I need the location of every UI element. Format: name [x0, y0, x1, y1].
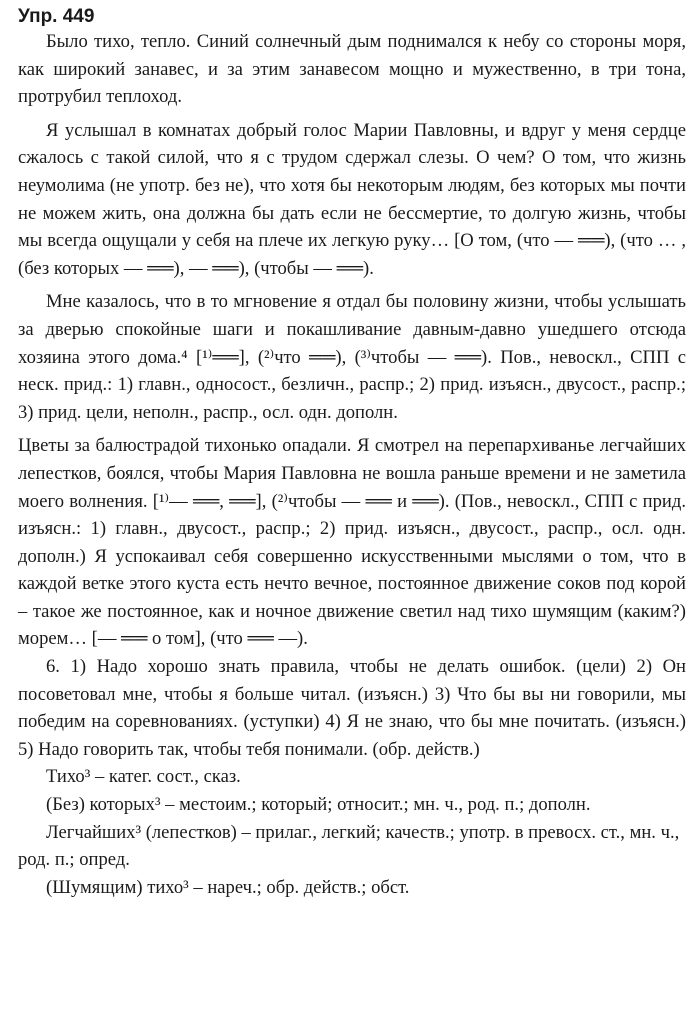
- definition-3: Легчайших³ (лепестков) – прилаг., легкий; качеств.; употр. в превосх. ст., мн. ч., род. п.; опред.: [18, 821, 680, 871]
- paragraph-4: Цветы за балюстрадой тихонько опадали. Я смотрел на перепархиванье легчайших лепестков, боялся, чтобы Мария Павловна не вошла раньше времени и не заметила моего волнения. [¹⁾— ══, ══], (²⁾чтобы — ══ и ══). (Пов., невоскл., СПП с прид. изъясн.: 1) главн., двусост., распр.; 2) прид. изъясн., двусост., распр., осл. одн. дополн.) Я успокаивал себя совершенно искусственными мыслями о том, что в каждой ветке этого куста есть нечто вечное, постоянное движение соков под корой – такое же постоянное, как и ночное движение светил над тихо шумящим (каким?) морем… [— ══ о том], (что ══ —).: [18, 435, 686, 650]
- paragraph-3: Мне казалось, что в то мгновение я отдал бы половину жизни, чтобы услышать за дверью спокойные шаги и покашливание давным-давно ушедшего отсюда хозяина этого дома.⁴ [¹⁾══], (²⁾что ══), (³⁾чтобы — ══). Пов., невоскл., СПП с неск. прид.: 1) главн., односост., безличн., распр.; 2) прид. изъясн., двусост., распр.; 3) прид. цели, неполн., распр., осл. одн. дополн.: [18, 291, 686, 423]
- definition-2: (Без) которых³ – местоим.; который; относит.; мн. ч., род. п.; дополн.: [46, 794, 591, 816]
- definition-4: (Шумящим) тихо³ – нареч.; обр. действ.; обст.: [46, 876, 410, 898]
- exercise-title: Упр. 449: [18, 6, 95, 27]
- paragraph-1: Было тихо, тепло. Синий солнечный дым поднимался к небу со стороны моря, как широкий занавес, и за этим занавесом мощно и мужественно, в три тона, протрубил теплоход.: [18, 31, 686, 108]
- definition-1: Тихо³ – катег. сост., сказ.: [46, 766, 241, 788]
- exercise-6: 6. 1) Надо хорошо знать правила, чтобы не делать ошибок. (цели) 2) Он посоветовал мне, чтобы я больше читал. (изъясн.) 3) Что бы вы ни говорили, мы победим на соревнованиях. (уступки) 4) Я не знаю, что бы мне почитать. (изъясн.) 5) Надо говорить так, чтобы тебя понимали. (обр. действ.): [18, 656, 686, 760]
- paragraph-2: Я услышал в комнатах добрый голос Марии Павловны, и вдруг у меня сердце сжалось с такой силой, что я с трудом сдержал слезы. О чем? О том, что жизнь неумолима (не употр. без не), что хотя бы некоторым людям, без которых мы почти не можем жить, она должна бы дать если не бессмертие, то долгую жизнь, чтобы мы всегда ощущали у себя на плече их легкую руку… [О том, (что — ══), (что … , (без которых — ══), — ══), (чтобы — ══).: [18, 119, 686, 279]
